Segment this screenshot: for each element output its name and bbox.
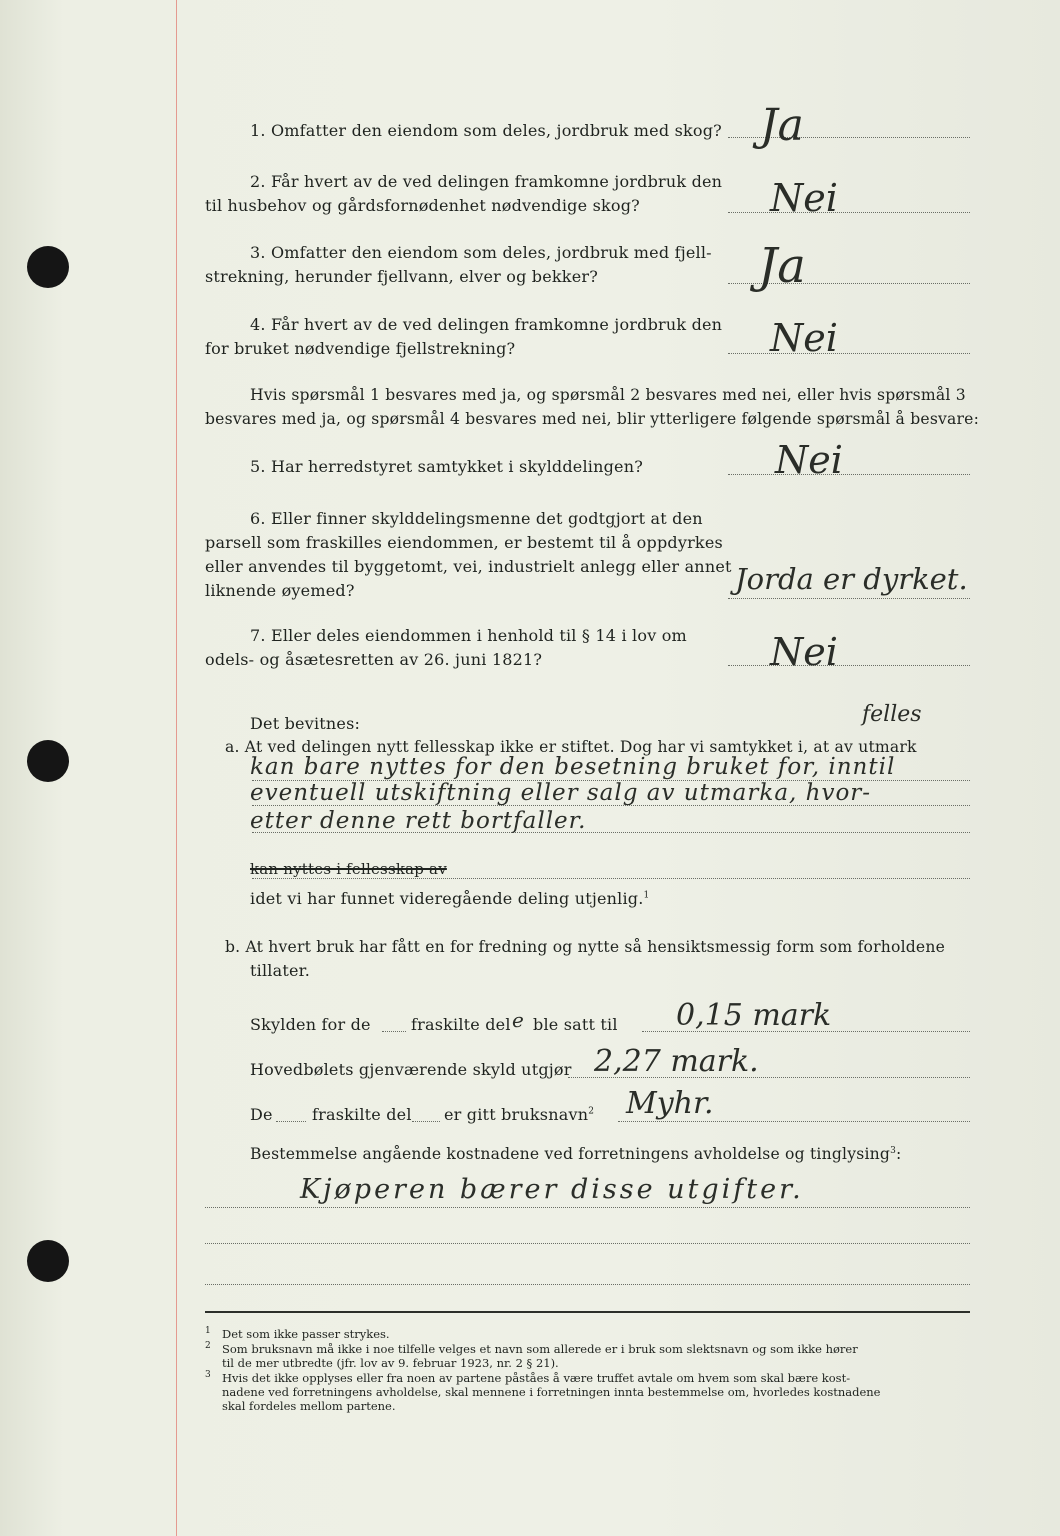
answer-4: Nei (770, 316, 838, 360)
question-6: 6. Eller finner skylddelingsmenne det godtgjort at den (250, 509, 703, 528)
question-3-cont: strekning, herunder fjellvann, elver og bekker? (205, 267, 599, 286)
bevitnes-title: Det bevitnes: (250, 714, 361, 733)
answer-line (205, 1243, 970, 1244)
answer-line (205, 1284, 970, 1285)
skyld-insert: e (512, 1008, 524, 1032)
footnote-number: 1 (205, 1326, 211, 1336)
footnote-number: 3 (205, 1370, 211, 1380)
footnote-2: Som bruksnavn må ikke i noe tilfelle velges et navn som allerede er i bruk som slektsnavn og som ikke hører (222, 1342, 858, 1356)
intro-text-cont: besvares med ja, og spørsmål 4 besvares med nei, blir ytterligere følgende spørsmål å besvare: (205, 410, 980, 428)
answer-3: Ja (758, 238, 806, 294)
footnote-number: 2 (205, 1341, 211, 1351)
answer-line (728, 474, 970, 475)
struck-text: kan nyttes i fellesskap av (250, 860, 447, 878)
answer-7: Nei (770, 630, 838, 674)
question-6-cont: eller anvendes til byggetomt, vei, industrielt anlegg eller annet (205, 557, 732, 576)
punch-hole (27, 740, 69, 782)
footnote-1: Det som ikke passer strykes. (222, 1327, 390, 1341)
question-7: 7. Eller deles eiendommen i henhold til § 14 i lov om (250, 626, 687, 645)
bevitnes-b: b. At hvert bruk har fått en for fredning og nytte så hensiktsmessig form som forholdene (225, 938, 946, 956)
bevitnes-a: a. At ved delingen nytt fellesskap ikke er stiftet. Dog har vi samtykket i, at av utmark (225, 738, 917, 756)
question-5: 5. Har herredstyret samtykket i skylddelingen? (250, 457, 643, 476)
answer-line (205, 1207, 970, 1208)
footnote-ref: 1 (643, 890, 650, 901)
footnote-ref: 3 (890, 1145, 896, 1156)
kostnader-text: Bestemmelse angående kostnadene ved forretningens avholdelse og tinglysing (250, 1145, 891, 1163)
handwritten-line-1: kan bare nyttes for den besetning bruket for, inntil (250, 754, 896, 780)
hovedbol-label: Hovedbølets gjenværende skyld utgjør (250, 1060, 572, 1079)
margin-line (176, 0, 177, 1536)
bevitnes-after (250, 889, 649, 908)
answer-1: Ja (760, 100, 804, 151)
question-1: 1. Omfatter den eiendom som deles, jordbruk med skog? (250, 121, 722, 140)
bruksnavn-text: er gitt bruksnavn (444, 1105, 589, 1124)
question-2: 2. Får hvert av de ved delingen framkomne jordbruk den (250, 172, 723, 191)
answer-5: Nei (775, 438, 843, 482)
answer-line (728, 665, 970, 666)
answer-6: Jorda er dyrket. (735, 562, 968, 596)
handwritten-line-2: eventuell utskiftning eller salg av utmarka, hvor- (250, 780, 872, 806)
question-6-cont: liknende øyemed? (205, 581, 355, 600)
question-2-cont: til husbehov og gårdsfornødenhet nødvendige skog? (205, 196, 640, 215)
answer-line (728, 353, 970, 354)
question-4: 4. Får hvert av de ved delingen framkomne jordbruk den (250, 315, 723, 334)
kostnader-label: Bestemmelse angående kostnadene ved forretningens avholdelse og tinglysing$^3$: (250, 1145, 902, 1163)
footnote-2-cont: til de mer utbredte (jfr. lov av 9. februar 1923, nr. 2 § 21). (222, 1356, 559, 1370)
skyld-label-c: ble satt til (533, 1015, 618, 1034)
skyld-value: 0,15 mark (676, 998, 832, 1033)
after-text: idet vi har funnet videregående deling utjenlig. (250, 889, 644, 908)
skyld-blank (382, 1031, 406, 1032)
insert-felles: felles (862, 702, 922, 727)
bruksnavn-label-c (444, 1105, 594, 1124)
bevitnes-b-cont: tillater. (250, 961, 310, 980)
bruksnavn-blank (276, 1121, 306, 1122)
footnote-3-cont: nadene ved forretningens avholdelse, skal mennene i forretningen innta bestemmelse om, hvorledes kostnadene (222, 1385, 881, 1399)
answer-line (728, 598, 970, 599)
question-7-cont: odels- og åsætesretten av 26. juni 1821? (205, 650, 543, 669)
footnote-3: Hvis det ikke opplyses eller fra noen av partene påståes å være truffet avtale om hvem som skal bære kost- (222, 1371, 851, 1385)
footnote-rule (205, 1311, 970, 1313)
bruksnavn-value: Myhr. (626, 1086, 714, 1121)
answer-line (618, 1121, 970, 1122)
punch-hole (27, 1240, 69, 1282)
bruksnavn-blank (412, 1121, 440, 1122)
bruksnavn-label-b: fraskilte del (312, 1105, 412, 1124)
footnote-ref: 2 (588, 1106, 595, 1117)
handwritten-line-3: etter denne rett bortfaller. (250, 808, 587, 834)
intro-text: Hvis spørsmål 1 besvares med ja, og spørsmål 2 besvares med nei, eller hvis spørsmål 3 (250, 386, 966, 404)
skyld-label-b: fraskilte del (411, 1015, 511, 1034)
question-4-cont: for bruket nødvendige fjellstrekning? (205, 339, 516, 358)
bruksnavn-label-a: De (250, 1105, 273, 1124)
footnote-3-cont: skal fordeles mellom partene. (222, 1399, 396, 1413)
answer-2: Nei (770, 176, 838, 220)
skyld-label: Skylden for de (250, 1015, 371, 1034)
written-line (252, 878, 970, 879)
answer-line (728, 212, 970, 213)
question-6-cont: parsell som fraskilles eiendommen, er bestemt til å oppdyrkes (205, 533, 723, 552)
question-3: 3. Omfatter den eiendom som deles, jordbruk med fjell- (250, 243, 712, 262)
hovedbol-value: 2,27 mark. (594, 1044, 759, 1079)
punch-hole (27, 246, 69, 288)
kostnader-answer: Kjøperen bærer disse utgifter. (300, 1174, 804, 1205)
